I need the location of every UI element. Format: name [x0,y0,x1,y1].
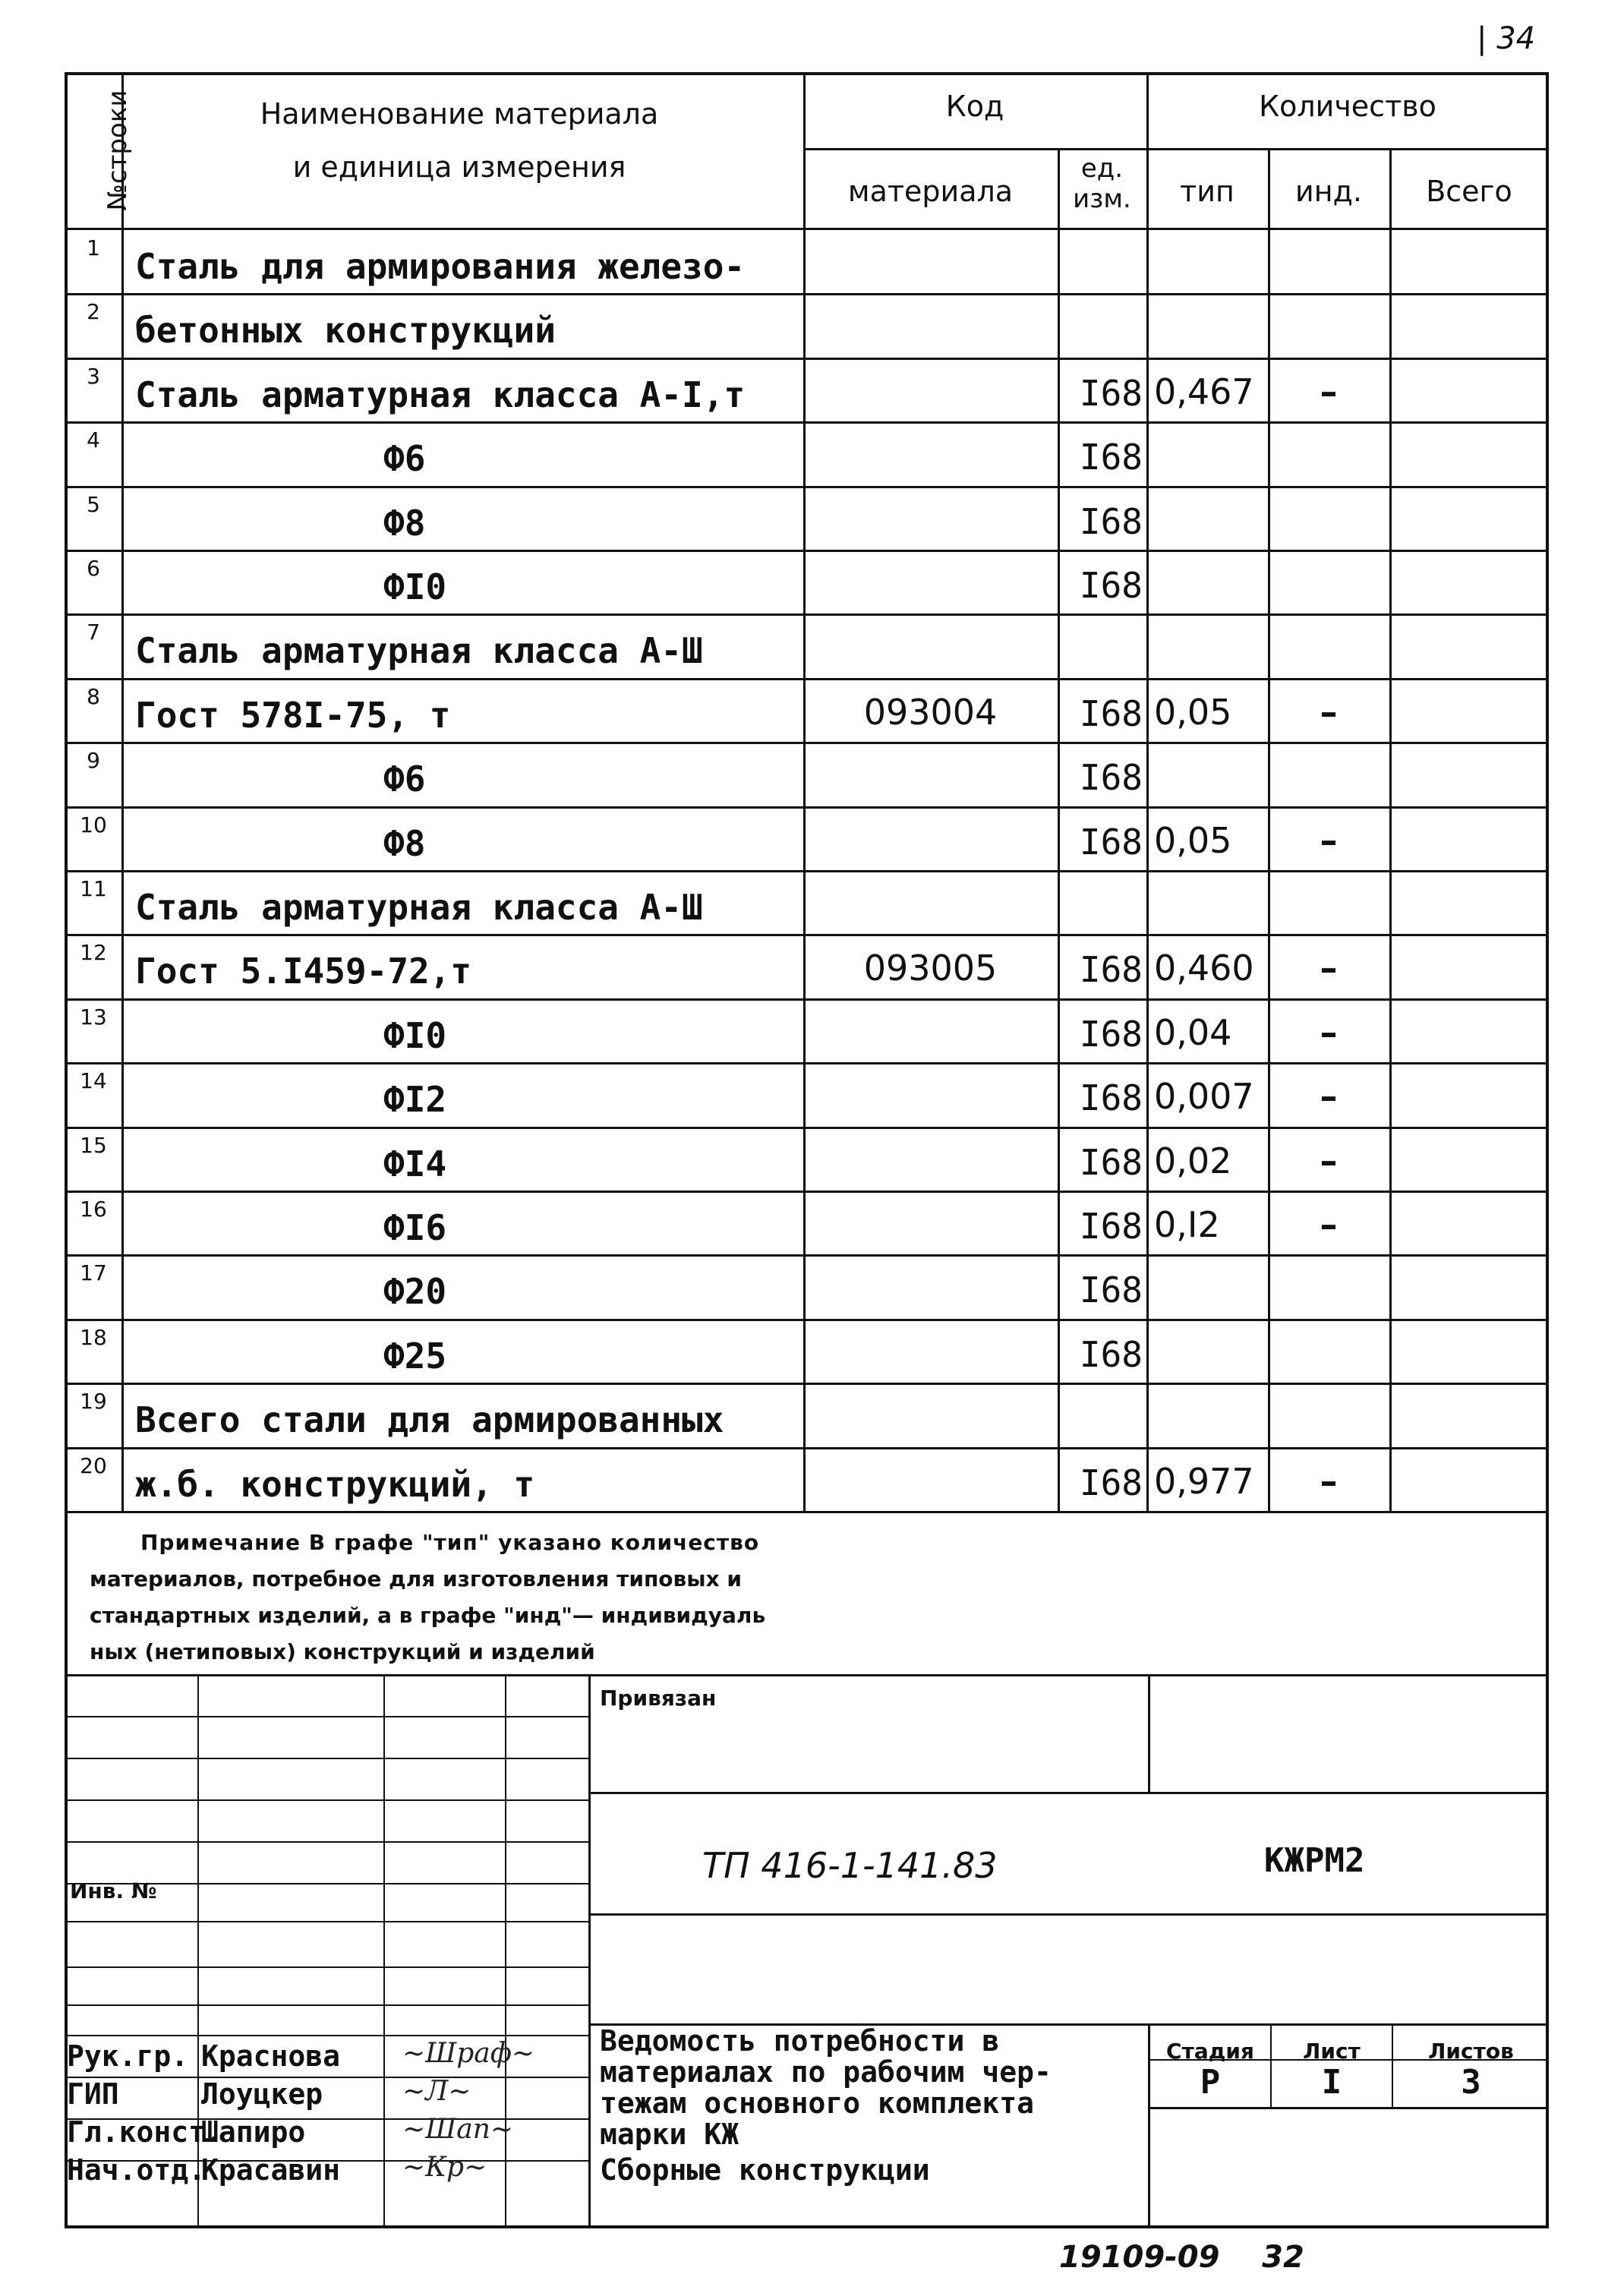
privyazan-label: Привязан [600,1686,717,1711]
header-mid-line [803,148,1549,150]
qty-ind: – [1320,948,1338,989]
row-divider [65,1447,1549,1449]
signer-role: Гл.конст. [67,2115,223,2149]
row-number: 11 [80,876,107,901]
header-type: тип [1180,175,1234,208]
row-divider [65,293,1549,295]
qty-ind: – [1320,1460,1338,1502]
header-name-line2: и единица измерения [292,150,626,184]
unit-code: I68 [1079,437,1143,478]
row-divider [65,421,1549,424]
header-name-line1: Наименование материала [260,97,659,131]
row-number: 19 [80,1389,107,1414]
qty-ind: – [1320,1140,1338,1181]
row-number: 8 [87,683,100,709]
left-grid-line [65,1716,588,1717]
unit-code: I68 [1079,821,1143,863]
material-name: Всего стали для армированных [135,1399,724,1441]
sheet-value: I [1321,2063,1342,2102]
title-line-privyazan [588,1792,1549,1794]
unit-code: I68 [1079,372,1143,414]
unit-code: I68 [1079,1462,1143,1503]
project-code: ТП 416-1-141.83 [702,1845,998,1886]
unit-code: I68 [1079,1141,1143,1183]
signature-scribble: ~Шап~ [402,2114,514,2145]
unit-code: I68 [1079,692,1143,734]
signer-name: Красавин [201,2153,341,2187]
left-grid-line [65,1966,588,1968]
row-divider [65,1383,1549,1385]
left-col-2 [383,1674,385,2228]
signature-scribble: ~Шраф~ [402,2038,535,2069]
row-divider [65,1254,1549,1257]
row-number: 3 [87,363,100,389]
page-mark: | 34 [1477,21,1536,56]
title-line-code [588,1913,1549,1916]
qty-ind: – [1320,691,1338,733]
row-number: 6 [87,556,100,581]
unit-code: I68 [1079,1333,1143,1375]
header-code: Код [945,90,1004,123]
row-divider [65,613,1549,616]
note-line3: стандартных изделий, а в графе "инд"— индивидуаль [90,1603,766,1628]
row-divider [65,678,1549,680]
desc-line5: Сборные конструкции [600,2153,930,2187]
material-name: ФI0 [383,566,447,607]
header-row-no: №строки [102,90,133,211]
row-number: 16 [80,1197,107,1222]
row-number: 1 [87,235,100,260]
material-name: Гост 5.I459-72,т [135,951,472,992]
stage-label: Стадия [1166,2039,1254,2064]
material-name: Сталь арматурная класса А-Ш [135,887,703,928]
note-line1: Примечание В графе "тип" указано количество [140,1530,760,1555]
col-line-unit [1146,72,1149,1511]
unit-code: I68 [1079,949,1143,991]
row-divider [65,1127,1549,1129]
material-name: Сталь арматурная класса А-I,т [135,374,746,415]
header-total: Всего [1426,175,1512,208]
material-name: Сталь арматурная класса А-Ш [135,630,703,672]
qty-type: 0,02 [1154,1140,1232,1181]
material-name: Ф6 [383,438,426,480]
row-number: 2 [87,299,100,325]
header-quantity: Количество [1259,90,1436,123]
row-divider [65,486,1549,488]
left-col-3 [505,1674,506,2228]
qty-ind: – [1320,1076,1338,1118]
title-top-line [65,1674,1549,1676]
material-code: 093004 [863,691,998,733]
row-divider [65,1191,1549,1193]
title-line-stage-bottom [1148,2107,1549,2109]
material-code: 093005 [863,948,998,989]
qty-ind: – [1320,371,1338,412]
qty-type: 0,05 [1154,691,1232,733]
row-number: 17 [80,1260,107,1286]
sheets-label: Листов [1428,2039,1514,2064]
material-name: Сталь для армирования железо- [135,246,746,287]
header-ind: инд. [1295,175,1362,208]
row-divider [65,550,1549,552]
row-number: 13 [80,1004,107,1030]
drawing-mark: КЖРМ2 [1264,1841,1365,1880]
signer-name: Краснова [201,2039,341,2073]
signer-role: ГИП [67,2077,119,2111]
qty-type: 0,977 [1154,1460,1254,1502]
unit-code: I68 [1079,1077,1143,1119]
unit-code: I68 [1079,1013,1143,1055]
signature-scribble: ~Л~ [402,2076,471,2107]
note-line2: материалов, потребное для изготовления типовых и [90,1566,742,1591]
row-number: 9 [87,748,100,774]
qty-type: 0,I2 [1154,1204,1220,1245]
desc-line1: Ведомость потребности в [600,2024,1000,2058]
left-grid-line-sign [65,2077,588,2078]
row-number: 18 [80,1324,107,1350]
signature-scribble: ~Кр~ [402,2152,487,2183]
left-grid-line [65,2004,588,2006]
row-number: 4 [87,427,100,453]
material-name: ФI6 [383,1207,447,1248]
row-divider [65,934,1549,936]
row-divider [65,806,1549,809]
material-name: ФI0 [383,1014,447,1056]
title-col-main [588,1674,591,2228]
unit-code: I68 [1079,757,1143,799]
row-number: 5 [87,491,100,517]
row-divider [65,1511,1549,1513]
row-number: 7 [87,620,100,645]
sheet-label: Лист [1303,2039,1361,2064]
row-divider [65,358,1549,360]
note-line4: ных (нетиповых) конструкций и изделий [90,1639,595,1664]
row-number: 14 [80,1068,107,1094]
material-name: ж.б. конструкций, т [135,1463,535,1505]
col-line-name [803,72,806,1511]
qty-type: 0,467 [1154,371,1254,412]
header-bottom-line [65,228,1549,230]
row-number: 20 [80,1452,107,1478]
unit-code: I68 [1079,1206,1143,1247]
left-grid-line-sign [65,2035,588,2036]
qty-type: 0,460 [1154,948,1254,989]
unit-code: I68 [1079,565,1143,606]
footer-number: 19109-09 32 [1059,2240,1304,2275]
material-name: Ф6 [383,758,426,800]
row-divider [65,1319,1549,1321]
qty-ind: – [1320,819,1338,861]
row-divider [65,1062,1549,1064]
desc-line2: материалах по рабочим чер- [600,2055,1052,2089]
signer-name: Шапиро [201,2115,306,2149]
signer-role: Нач.отд. [67,2153,207,2187]
material-name: Ф25 [383,1335,447,1377]
col-line-rowno [121,72,124,1511]
material-name: Гост 578I-75, т [135,694,451,736]
row-number: 15 [80,1132,107,1158]
qty-type: 0,05 [1154,819,1232,861]
material-name: ФI4 [383,1143,447,1184]
material-name: бетонных конструкций [135,310,556,352]
unit-code: I68 [1079,1269,1143,1311]
desc-line4: марки КЖ [600,2118,739,2151]
row-number: 12 [80,940,107,966]
left-grid-line [65,1841,588,1843]
inv-no-label: Инв. № [70,1878,157,1903]
row-number: 10 [80,812,107,837]
sheets-value: 3 [1461,2063,1481,2102]
row-divider [65,998,1549,1001]
material-name: Ф8 [383,822,426,864]
unit-code: I68 [1079,500,1143,542]
row-divider [65,742,1549,744]
left-grid-line [65,1921,588,1922]
title-col-privyazan [1148,1674,1150,1792]
desc-line3: тежам основного комплекта [600,2086,1034,2120]
header-material: материала [847,175,1014,208]
qty-ind: – [1320,1011,1338,1053]
row-divider [65,870,1549,872]
header-unit-line2: изм. [1073,184,1131,214]
material-name: Ф20 [383,1271,447,1313]
qty-type: 0,007 [1154,1076,1254,1118]
header-unit-line1: ед. [1080,153,1124,184]
left-grid-line [65,1799,588,1801]
stage-value: Р [1200,2063,1221,2102]
signer-name: Лоуцкер [201,2077,323,2111]
material-name: Ф8 [383,502,426,544]
left-grid-line [65,1758,588,1759]
col-line-ind [1389,148,1392,1511]
qty-ind: – [1320,1204,1338,1245]
signer-role: Рук.гр. [67,2039,189,2073]
qty-type: 0,04 [1154,1011,1232,1053]
material-name: ФI2 [383,1079,447,1121]
